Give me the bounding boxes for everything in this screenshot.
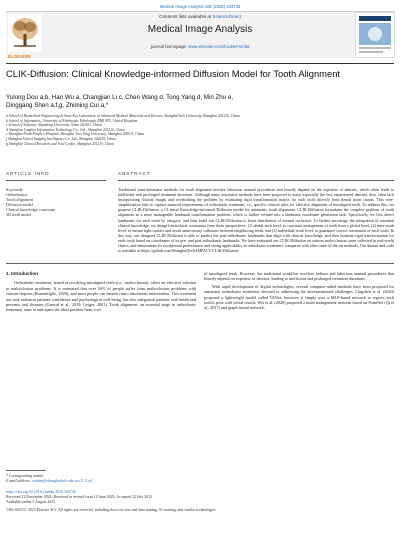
authors-line-2: Dinggang Shen a,f,g, Zhiming Cui a,* bbox=[6, 102, 109, 109]
intro-paragraph: of misaligned teeth. However, the traditional workflow involves tedious and laborious manual procedures that heavily depend on expertise of dentists, leading to inefficient and prolonged treatment durations. bbox=[204, 271, 394, 282]
footnotes bbox=[6, 474, 196, 484]
intro-left-column bbox=[6, 271, 196, 313]
intro-heading: 1. Introduction bbox=[6, 271, 38, 276]
author-list bbox=[6, 94, 394, 110]
authors-line-1: Yulong Dou a,b, Han Wu a, Changjian Li c, Chen Wang d, Tong Yang d, Min Zhu e, bbox=[6, 94, 234, 101]
keyword: Orthodontics bbox=[6, 192, 28, 197]
contents-prefix: Contents lists available at bbox=[159, 14, 212, 19]
affiliation: f Shanghai United Imaging Intelligence Co. Ltd., Shanghai 200230, China bbox=[6, 136, 116, 141]
keyword: 3D teeth model bbox=[6, 212, 32, 217]
abstract-text: Traditional semi-automatic methods for tooth alignment involve laborious manual procedures and heavily depend on the expertise of dentists, which often leads to inefficient and prolonged treatment durations. Although many automatic methods have been proposed to assist especially the less experienced dentists, they often lack incorporating clinical insight and overlooking the problem by estimating rigid transformation matrix for each tooth directly from dental point clouds. This over-simplification fails to capture nuanced requirements of orthodontic treatment, i.e., specific clinical rules for effective alignment of misaligned teeth. To address this, we propose CLIK-Diffusion, a CLinical Knowledge-informed Diffusion model for automatic tooth alignment. CLIK-Diffusion formulates the complex problem of tooth alignment as a more manageable landmark transformation problem, which is further refined into a landmark coordinate generation task. Specifically, we first detect landmarks for each tooth by category, and then build our CLIK-Diffusion to learn distribution of normal occlusion. To further encourage the integration of essential clinical knowledge, we design hierarchical constraints from three perspectives: (1) dental-arch level: to constrain arrangement of teeth from a global level; (2) inter-tooth level: to ensure tight contact and avoid unnecessary collisions between neighboring teeth; and (3) individual-tooth level: to guarantee correct orientation of each tooth. In this way, our designed CLIK-Diffusion is able to predict the post-orthodontic landmarks that align with clinical knowledge, and then estimate rigid transformation for each tooth based on coordinates of its pre- and post-orthodontic landmarks. We have evaluated our CLIK-Diffusion on various malocclusion cases collected in real-world clinics, and demonstrate its exceptional performance and strong applicability in orthodontic treatment, compared with other state-of-the-art methods. Our dataset and code is available at https://github.com/ShanghaiTech-IMPACT/CLIK-Diffusion. bbox=[118, 187, 394, 254]
header-rule bbox=[6, 63, 394, 64]
email-label: E-mail address: bbox=[6, 478, 31, 483]
doi-link[interactable]: https://doi.org/10.1016/j.media.2025.103746 bbox=[6, 490, 76, 494]
footnote-rule bbox=[6, 470, 46, 471]
affiliation: g Shanghai Clinical Research and Trial Center, Shanghai 201210, China bbox=[6, 141, 114, 146]
publisher-name: ELSEVIER bbox=[8, 54, 31, 59]
homepage-prefix: journal homepage: bbox=[150, 44, 188, 49]
email-link[interactable]: cuizhm@shanghaitech.edu.cn (Z. Cui). bbox=[31, 478, 93, 483]
publication-info bbox=[6, 490, 394, 513]
affiliation: b School of Informatics, University of Edinburgh, Edinburgh, EH8 9YL, United Kingdom bbox=[6, 118, 138, 123]
info-rule bbox=[6, 180, 106, 181]
journal-cover-thumbnail bbox=[355, 12, 395, 58]
keywords-label: Keywords: bbox=[6, 187, 24, 192]
intro-paragraph: With rapid development of digital technologies, several computer-aided methods have been proposed for automatic orthodontic treatment, devoted to addressing the aforementioned challenges. Lingchen et al. (2020) proposed a lightweight model called TANet; however, it simply uses a MLP-based network to regress each tooth's pose with trivial results. Wei et al. (2020) proposed a tooth arrangement network based on PointNet (Qi et al., 2017) and graph neural network, bbox=[204, 283, 394, 311]
affiliation: e Shanghai Ninth People's Hospital, Shanghai Jiao Tong University, Shanghai 200011, China bbox=[6, 132, 145, 137]
journal-title: Medical Image Analysis bbox=[147, 24, 253, 35]
affiliation: d Shanghai Lingbao Information Technology Co., Ltd., Shanghai 201210, China bbox=[6, 127, 125, 132]
email-line bbox=[6, 479, 196, 484]
contents-line bbox=[0, 14, 400, 19]
corresponding-author-note: * Corresponding author. bbox=[6, 474, 44, 478]
keywords-block bbox=[6, 187, 106, 217]
received-dates: Received 12 November 2024; Received in revised form 14 June 2025; Accepted 22 July 2025 bbox=[6, 494, 153, 499]
affiliation: a School of Biomedical Engineering & State Key Laboratory of Advanced Medical Materials and Devices, ShanghaiTech University, Shanghai 201210, China bbox=[6, 114, 240, 118]
citation-link[interactable]: Medical Image Analysis 105 (2025) 103746 bbox=[159, 4, 241, 9]
article-title: CLIK-Diffusion: Clinical Knowledge-informed Diffusion Model for Tooth Alignment bbox=[6, 68, 341, 79]
keyword: Clinical knowledge constraint bbox=[6, 207, 56, 212]
intro-right-column bbox=[204, 271, 394, 311]
keyword: Tooth alignment bbox=[6, 197, 33, 202]
keyword: Diffusion model bbox=[6, 202, 33, 207]
article-info-heading: ARTICLE INFO bbox=[6, 171, 50, 176]
affiliation: c School of Software, Shandong University, Jinan 250101, China bbox=[6, 123, 102, 128]
journal-homepage bbox=[0, 44, 400, 49]
abstract-end-rule bbox=[6, 263, 394, 264]
abstract-heading: ABSTRACT bbox=[118, 171, 151, 176]
sciencedirect-link[interactable]: ScienceDirect bbox=[212, 14, 241, 19]
affiliations bbox=[6, 114, 394, 146]
homepage-link[interactable]: www.elsevier.com/locate/media bbox=[188, 44, 250, 49]
intro-paragraph: Orthodontic treatment, aimed at rectifying misaligned teeth (i.e., malocclusion), offers an effective solution to malocclusion problems. It is estimated that over 56% of people suffer from malocclusion problems with various degrees (Bonomfiglio, 2020), and most people can benefit from orthodontic intervention. This treatment not only enhances patients' confidence and psychological well-being, but also safeguards patients' oral health and prevents oral diseases (Grewal et al., 2019; Geiger, 2001). Tooth alignment, an essential stage in orthodontic treatment, aims to anticipate the ideal position from a set bbox=[6, 280, 196, 313]
abstract-rule bbox=[118, 180, 394, 181]
available-online: Available online 5 August 2025 bbox=[6, 499, 56, 504]
copyright-notice: 1361-8415/© 2025 Elsevier B.V. All rights are reserved, including those for text and data mining, AI training, and similar technologies. bbox=[6, 507, 217, 512]
